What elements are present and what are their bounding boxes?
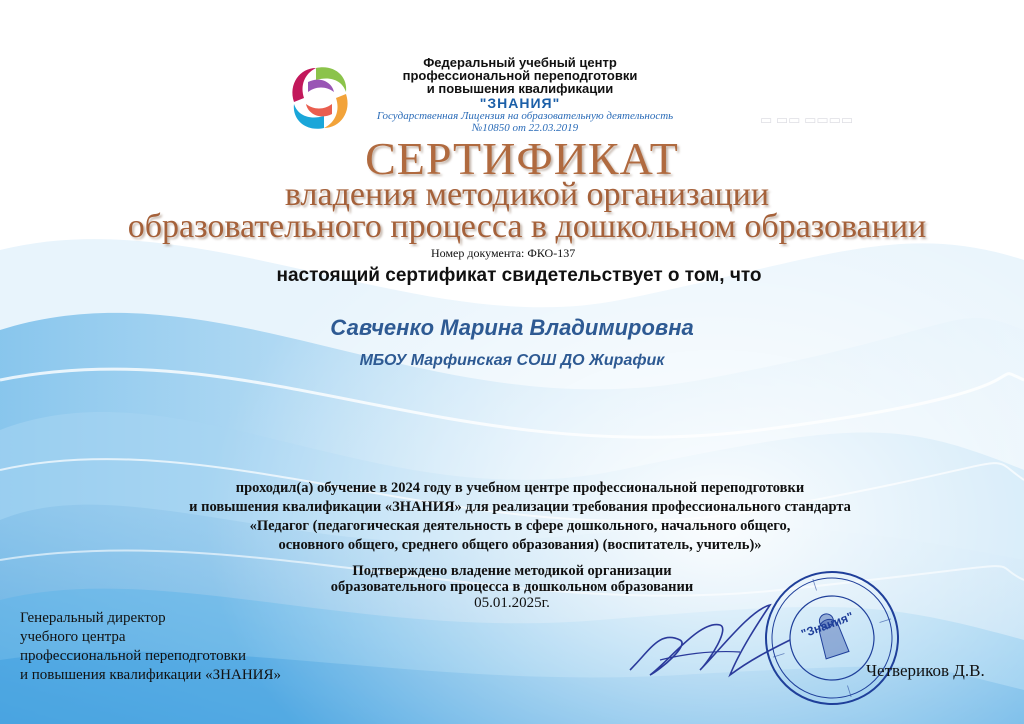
certificate-subtitle-line-2: образовательного процесса в дошкольном образовании [127,208,927,245]
license-line-2: №10850 от 22.03.2019 [471,122,579,134]
certificate-title: СЕРТИФИКАТ [365,133,679,184]
body-line-2: и повышения квалификации «ЗНАНИЯ» для реализации требования профессионального стандарта [189,499,851,515]
org-line-2: профессиональной переподготовки [402,68,638,83]
document-number: Номер документа: ФКО-137 [431,246,576,260]
organization-header [370,56,670,111]
stamp-text: "Знания" [799,609,856,641]
training-description [0,479,1024,555]
director-line-4: и повышения квалификации «ЗНАНИЯ» [20,667,281,683]
certificate-subtitle-line-1: владения методикой организации [284,176,770,213]
body-line-3: «Педагог (педагогическая деятельность в сфере дошкольного, начального общего, [249,518,791,534]
issue-date: 05.01.2025г. [474,595,550,611]
body-line-1: проходил(а) обучение в 2024 году в учебном центре профессиональной переподготовки [235,480,805,496]
faint-background-text: ▭ ▭▭ ▭▭▭▭ [760,112,854,127]
org-line-1: Федеральный учебный центр [423,55,617,70]
license-line-1: Государственная Лицензия на образовательную деятельность [376,110,674,122]
director-title-block [20,609,281,685]
director-line-2: учебного центра [20,629,126,645]
director-line-1: Генеральный директор [20,610,166,626]
director-line-3: профессиональной переподготовки [20,648,246,664]
znaniya-logo [282,60,358,136]
signer-name: Четвериков Д.В. [866,661,985,680]
official-stamp [762,568,902,708]
recipient-name: Савченко Марина Владимировна [330,315,694,340]
attestation-text: настоящий сертификат свидетельствует о том, что [276,265,762,286]
confirmation-line-2: образовательного процесса в дошкольном образовании [330,579,694,595]
body-line-4: основного общего, среднего общего образования) (воспитатель, учитель)» [278,537,762,553]
confirmation-line-1: Подтверждено владение методикой организации [352,563,672,579]
org-line-3: и повышения квалификации [426,81,614,96]
license-block [360,110,690,134]
org-name: "ЗНАНИЯ" [479,95,561,111]
recipient-organization: МБОУ Марфинская СОШ ДО Жирафик [359,352,665,369]
